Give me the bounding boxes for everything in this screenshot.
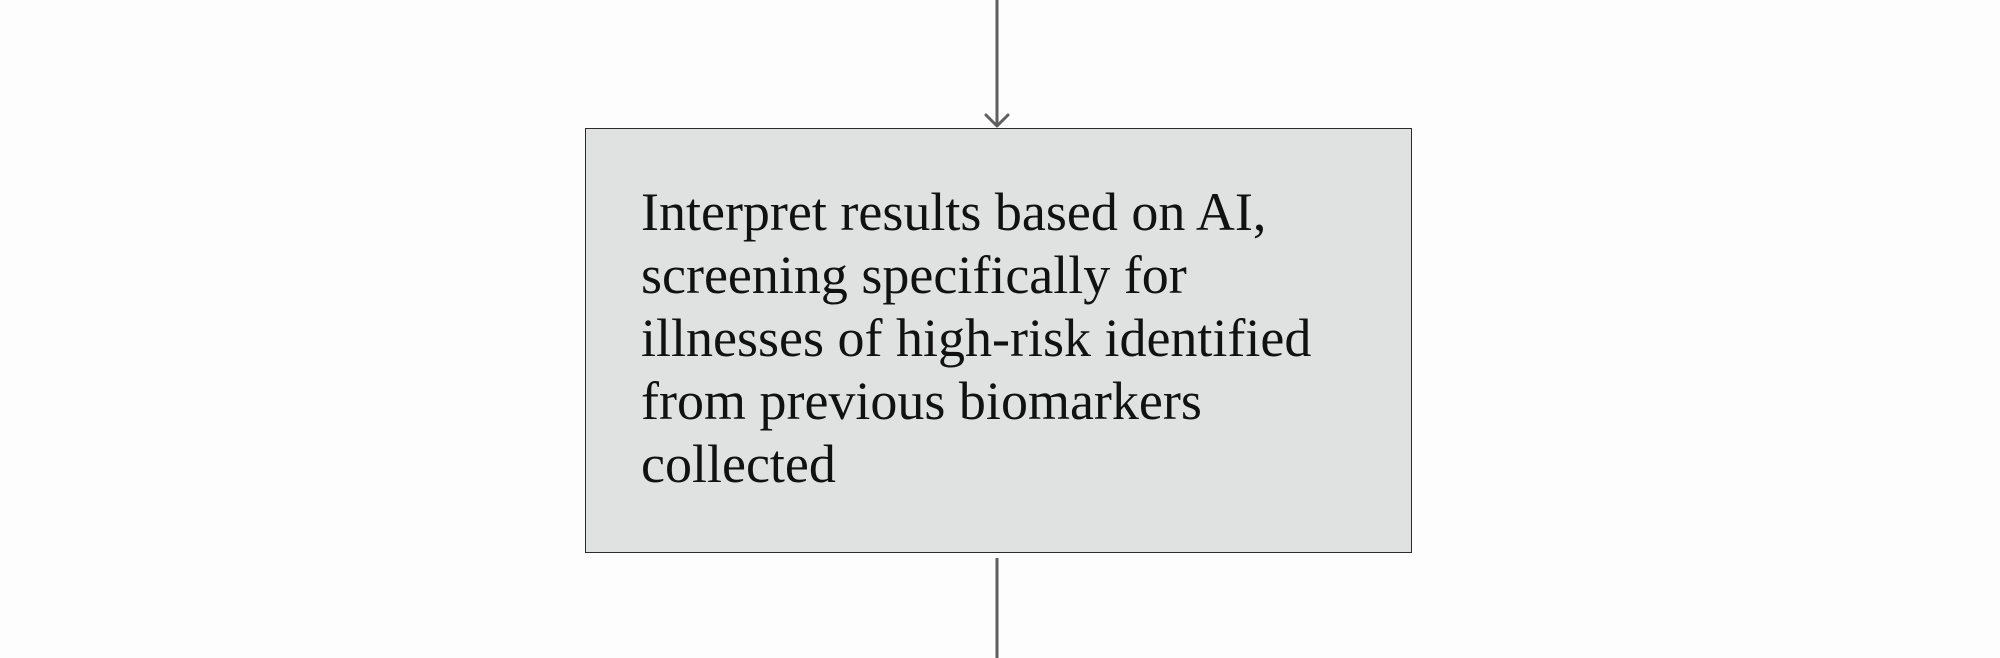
process-step-box [585,128,1412,553]
process-step-text: Interpret results based on AI, screening specifically for illnesses of high-risk identified from previous biomarkers collected [641,182,1312,494]
